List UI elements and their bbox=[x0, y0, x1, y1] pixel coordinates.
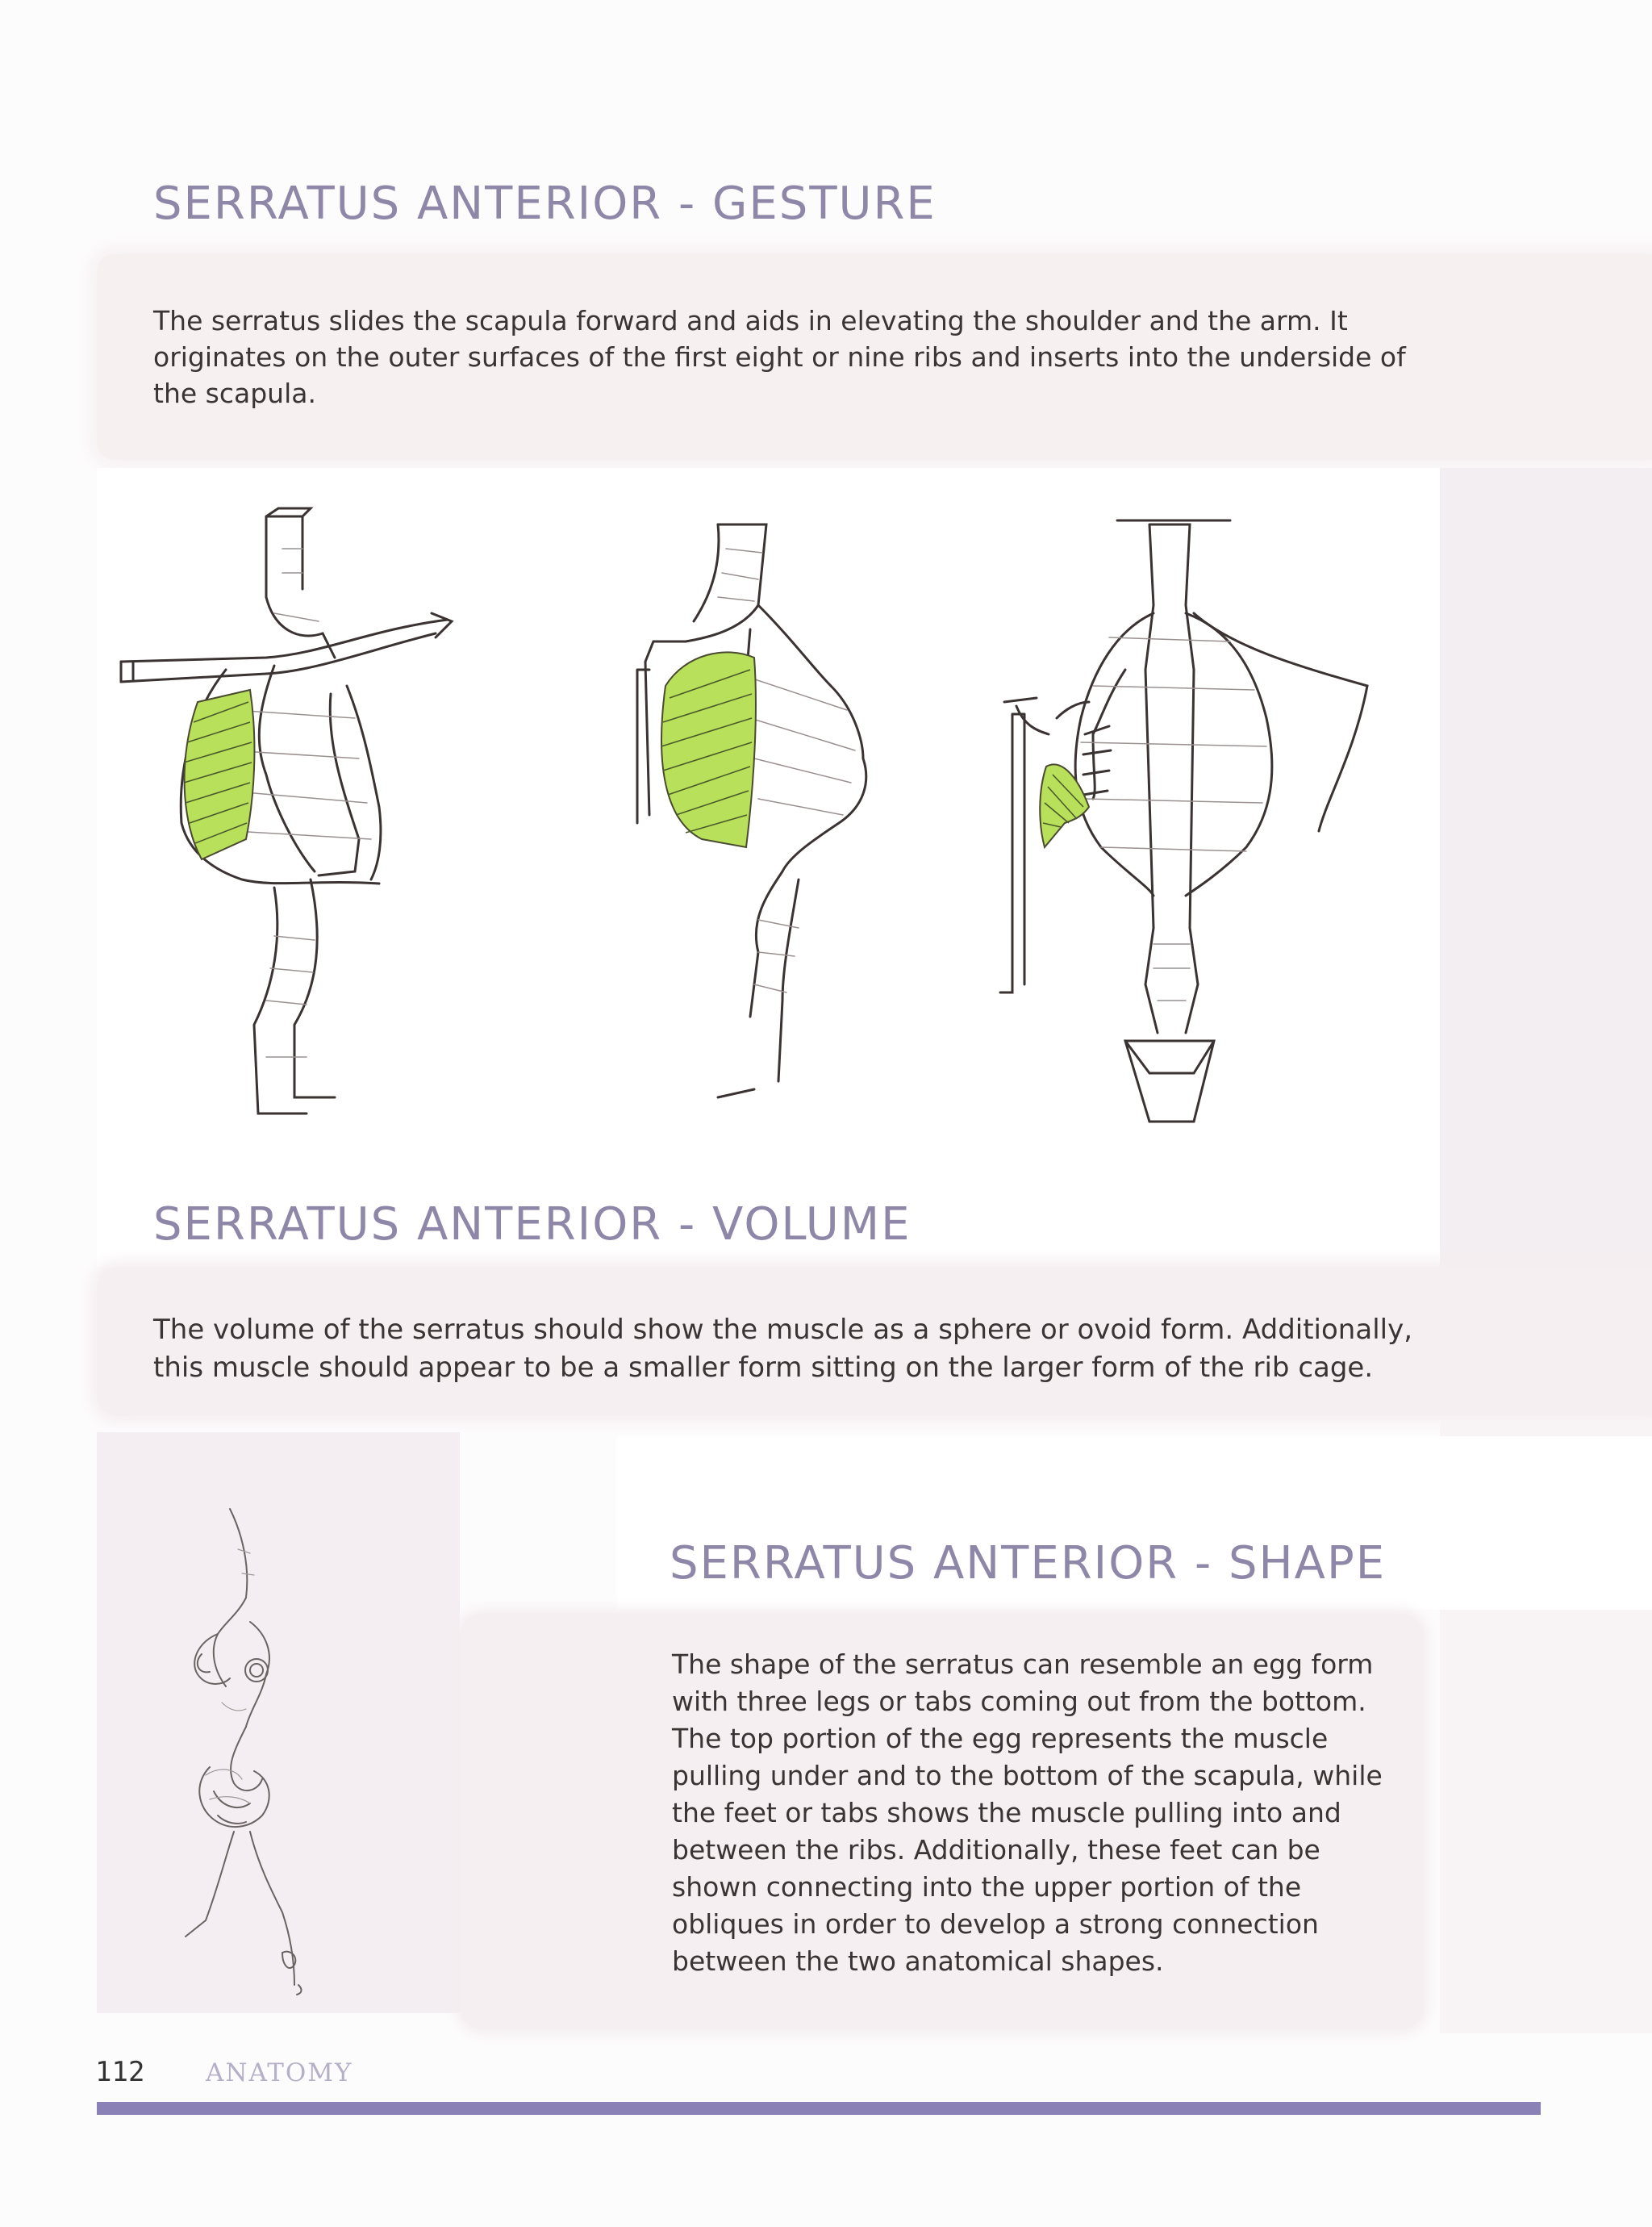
serratus-back-view-illustration bbox=[988, 508, 1391, 1138]
right-shaded-margin bbox=[1440, 468, 1652, 1275]
gesture-title: SERRATUS ANTERIOR - GESTURE bbox=[153, 178, 937, 230]
serratus-profile-view-illustration bbox=[605, 516, 928, 1130]
page-number: 112 bbox=[95, 2056, 145, 2088]
serratus-shape-sketch bbox=[161, 1501, 371, 2001]
volume-description: The volume of the serratus should show the muscle as a sphere or ovoid form. Additionally, this muscle should appear to be a smaller form sitting on the larger form of the rib cage. bbox=[153, 1314, 1413, 1384]
gesture-description: The serratus slides the scapula forward and aids in elevating the shoulder and the arm. It originates on the outer surfaces of the first eight or nine ribs and inserts into the underside of the scapula. bbox=[153, 305, 1406, 409]
shape-description: The shape of the serratus can resemble an egg form with three legs or tabs coming out from the bottom. The top portion of the egg represents the muscle pulling under and to the bottom of the scapula, while the feet or tabs shows the muscle pulling into and between the ribs. Additionally, these feet can be shown connecting into the upper portion of the obliques in order to develop a strong connection between the two anatomical shapes. bbox=[672, 1648, 1383, 1977]
footer-rule bbox=[97, 2102, 1541, 2115]
running-footer-section: ANATOMY bbox=[206, 2058, 353, 2087]
serratus-side-view-illustration bbox=[113, 500, 468, 1146]
shape-title: SERRATUS ANTERIOR - SHAPE bbox=[670, 1537, 1387, 1590]
volume-title: SERRATUS ANTERIOR - VOLUME bbox=[153, 1198, 912, 1251]
